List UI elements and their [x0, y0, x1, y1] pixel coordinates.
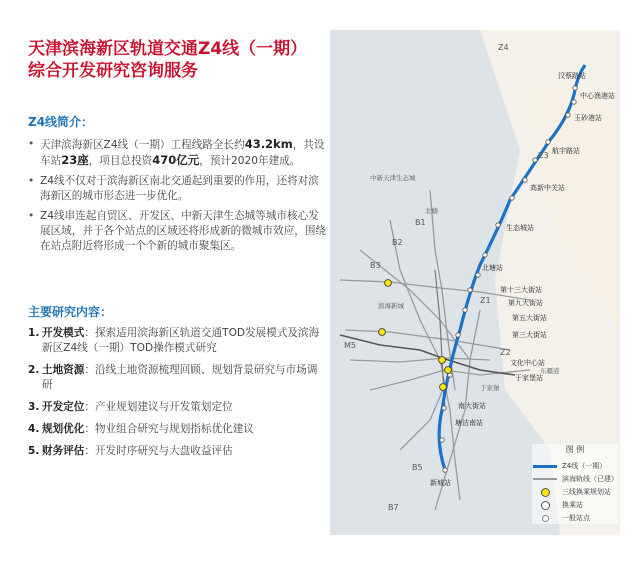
research-key: 规划优化	[42, 423, 85, 435]
title-line-2: 综合开发研究咨询服务	[28, 61, 198, 81]
area-label: 东疆港	[540, 367, 560, 375]
existing-line-swatch	[532, 474, 558, 484]
intro-list	[28, 137, 328, 259]
station-label: 生态城站	[506, 224, 534, 232]
station-label: 高新中关站	[530, 184, 565, 192]
station-label: 玉砂港站	[574, 114, 602, 122]
station-label: 新城站	[430, 479, 451, 487]
research-item	[28, 363, 328, 393]
station-label: 第五大街站	[512, 314, 547, 322]
legend-title: 图 例	[565, 445, 585, 454]
map-legend	[532, 444, 618, 524]
legend-label: 三线换乘规划站	[562, 487, 611, 496]
research-number: 4.	[28, 423, 40, 435]
area-label: 于家堡	[480, 384, 500, 392]
research-item	[28, 444, 328, 459]
intro-text: Z4线不仅对于滨海新区南北交通起到重要的作用，还将对滨海新区的城市形态进一步优化。	[40, 175, 319, 202]
research-number: 2.	[28, 364, 40, 376]
research-text: ：沿线土地资源梳理回顾、规划背景研究与市场调研	[42, 364, 318, 391]
research-number: 3.	[28, 401, 40, 413]
line-label: Z1	[480, 296, 491, 305]
research-key: 开发模式	[42, 327, 85, 339]
research-text: ：探索适用滨海新区轨道交通TOD发展模式及滨海新区Z4线（一期）TOD操作模式研究	[42, 327, 320, 354]
research-heading: 主要研究内容：	[28, 305, 113, 319]
line-label: B5	[412, 463, 423, 472]
line-label: Z3	[538, 151, 549, 160]
legend-item	[532, 485, 618, 498]
station-label: 第三大街站	[512, 331, 547, 339]
research-text: ：开发时序研究与大盘收益评估	[84, 445, 233, 457]
legend-label: 换乘站	[562, 500, 583, 509]
research-item	[28, 422, 328, 437]
intro-text: 天津滨海新区Z4线（一期）工程线路全长约	[40, 139, 245, 151]
station-label: 塘沽南站	[455, 419, 483, 427]
station-label: 航宇路站	[552, 147, 580, 155]
line-label: B7	[388, 503, 399, 512]
intro-bullet	[28, 137, 328, 169]
intro-text: ，项目总投资	[88, 155, 153, 167]
station-dot-icon	[532, 513, 558, 523]
area-label: 中新天津生态城	[370, 174, 416, 182]
line-label: B3	[370, 261, 381, 270]
station-label: 中心渔港站	[580, 92, 615, 100]
intro-bullet	[28, 174, 328, 204]
research-number: 5.	[28, 445, 40, 457]
research-key: 土地资源	[42, 364, 85, 376]
station-label: 汉蔡路站	[558, 72, 586, 80]
intro-bullet	[28, 209, 328, 254]
station-label: 文化中心站	[510, 359, 545, 367]
interchange-dot-icon	[532, 500, 558, 510]
intro-highlight: 43.2km	[244, 137, 293, 151]
page-title	[28, 38, 307, 82]
legend-label: Z4线（一期）	[562, 461, 607, 470]
line-label: M5	[344, 341, 356, 350]
research-item	[28, 326, 328, 356]
transfer-dot-icon	[532, 487, 558, 497]
intro-highlight: 470亿元	[152, 153, 200, 167]
legend-item	[532, 459, 618, 472]
line-label: B2	[392, 238, 403, 247]
research-list	[28, 326, 328, 466]
station-label: 第九大街站	[508, 299, 543, 307]
research-item	[28, 400, 328, 415]
intro-heading: Z4线简介：	[28, 115, 94, 129]
intro-highlight: 23座	[61, 153, 89, 167]
line-label: B1	[415, 218, 426, 227]
research-number: 1.	[28, 327, 40, 339]
research-key: 开发定位	[42, 401, 85, 413]
area-label: 北塘	[425, 207, 438, 215]
intro-text: ，预计2020年建成。	[199, 155, 301, 167]
legend-item	[532, 472, 618, 485]
intro-text: Z4线串连起自贸区、开发区、中新天津生态城等城市核心发展区域，并于各个站点的区域还将形成新的微城市效应，围绕在站点附近将形成一个个新的城市聚集区。	[40, 210, 327, 252]
station-label: 北塘站	[482, 264, 503, 272]
legend-label: 一般站点	[562, 513, 590, 522]
station-label: 第十三大街站	[500, 286, 542, 294]
intro-text: ，共设车站	[40, 139, 325, 167]
legend-item	[532, 511, 618, 524]
area-label: 滨海新城	[378, 302, 404, 310]
legend-item	[532, 498, 618, 511]
line-label: Z4	[498, 43, 509, 52]
route-map	[330, 30, 620, 535]
station-label: 于家堡站	[515, 374, 543, 382]
research-text: ：产业规划建议与开发策划定位	[84, 401, 233, 413]
research-text: ：物业组合研究与规划指标优化建议	[84, 423, 254, 435]
line-label: Z2	[500, 348, 511, 357]
z4-line-swatch	[532, 461, 558, 471]
station-label: 南大街站	[458, 402, 486, 410]
research-key: 财务评估	[42, 445, 85, 457]
legend-label: 滨海轨线（已建）	[562, 474, 618, 483]
title-line-1: 天津滨海新区轨道交通Z4线（一期）	[28, 39, 308, 59]
